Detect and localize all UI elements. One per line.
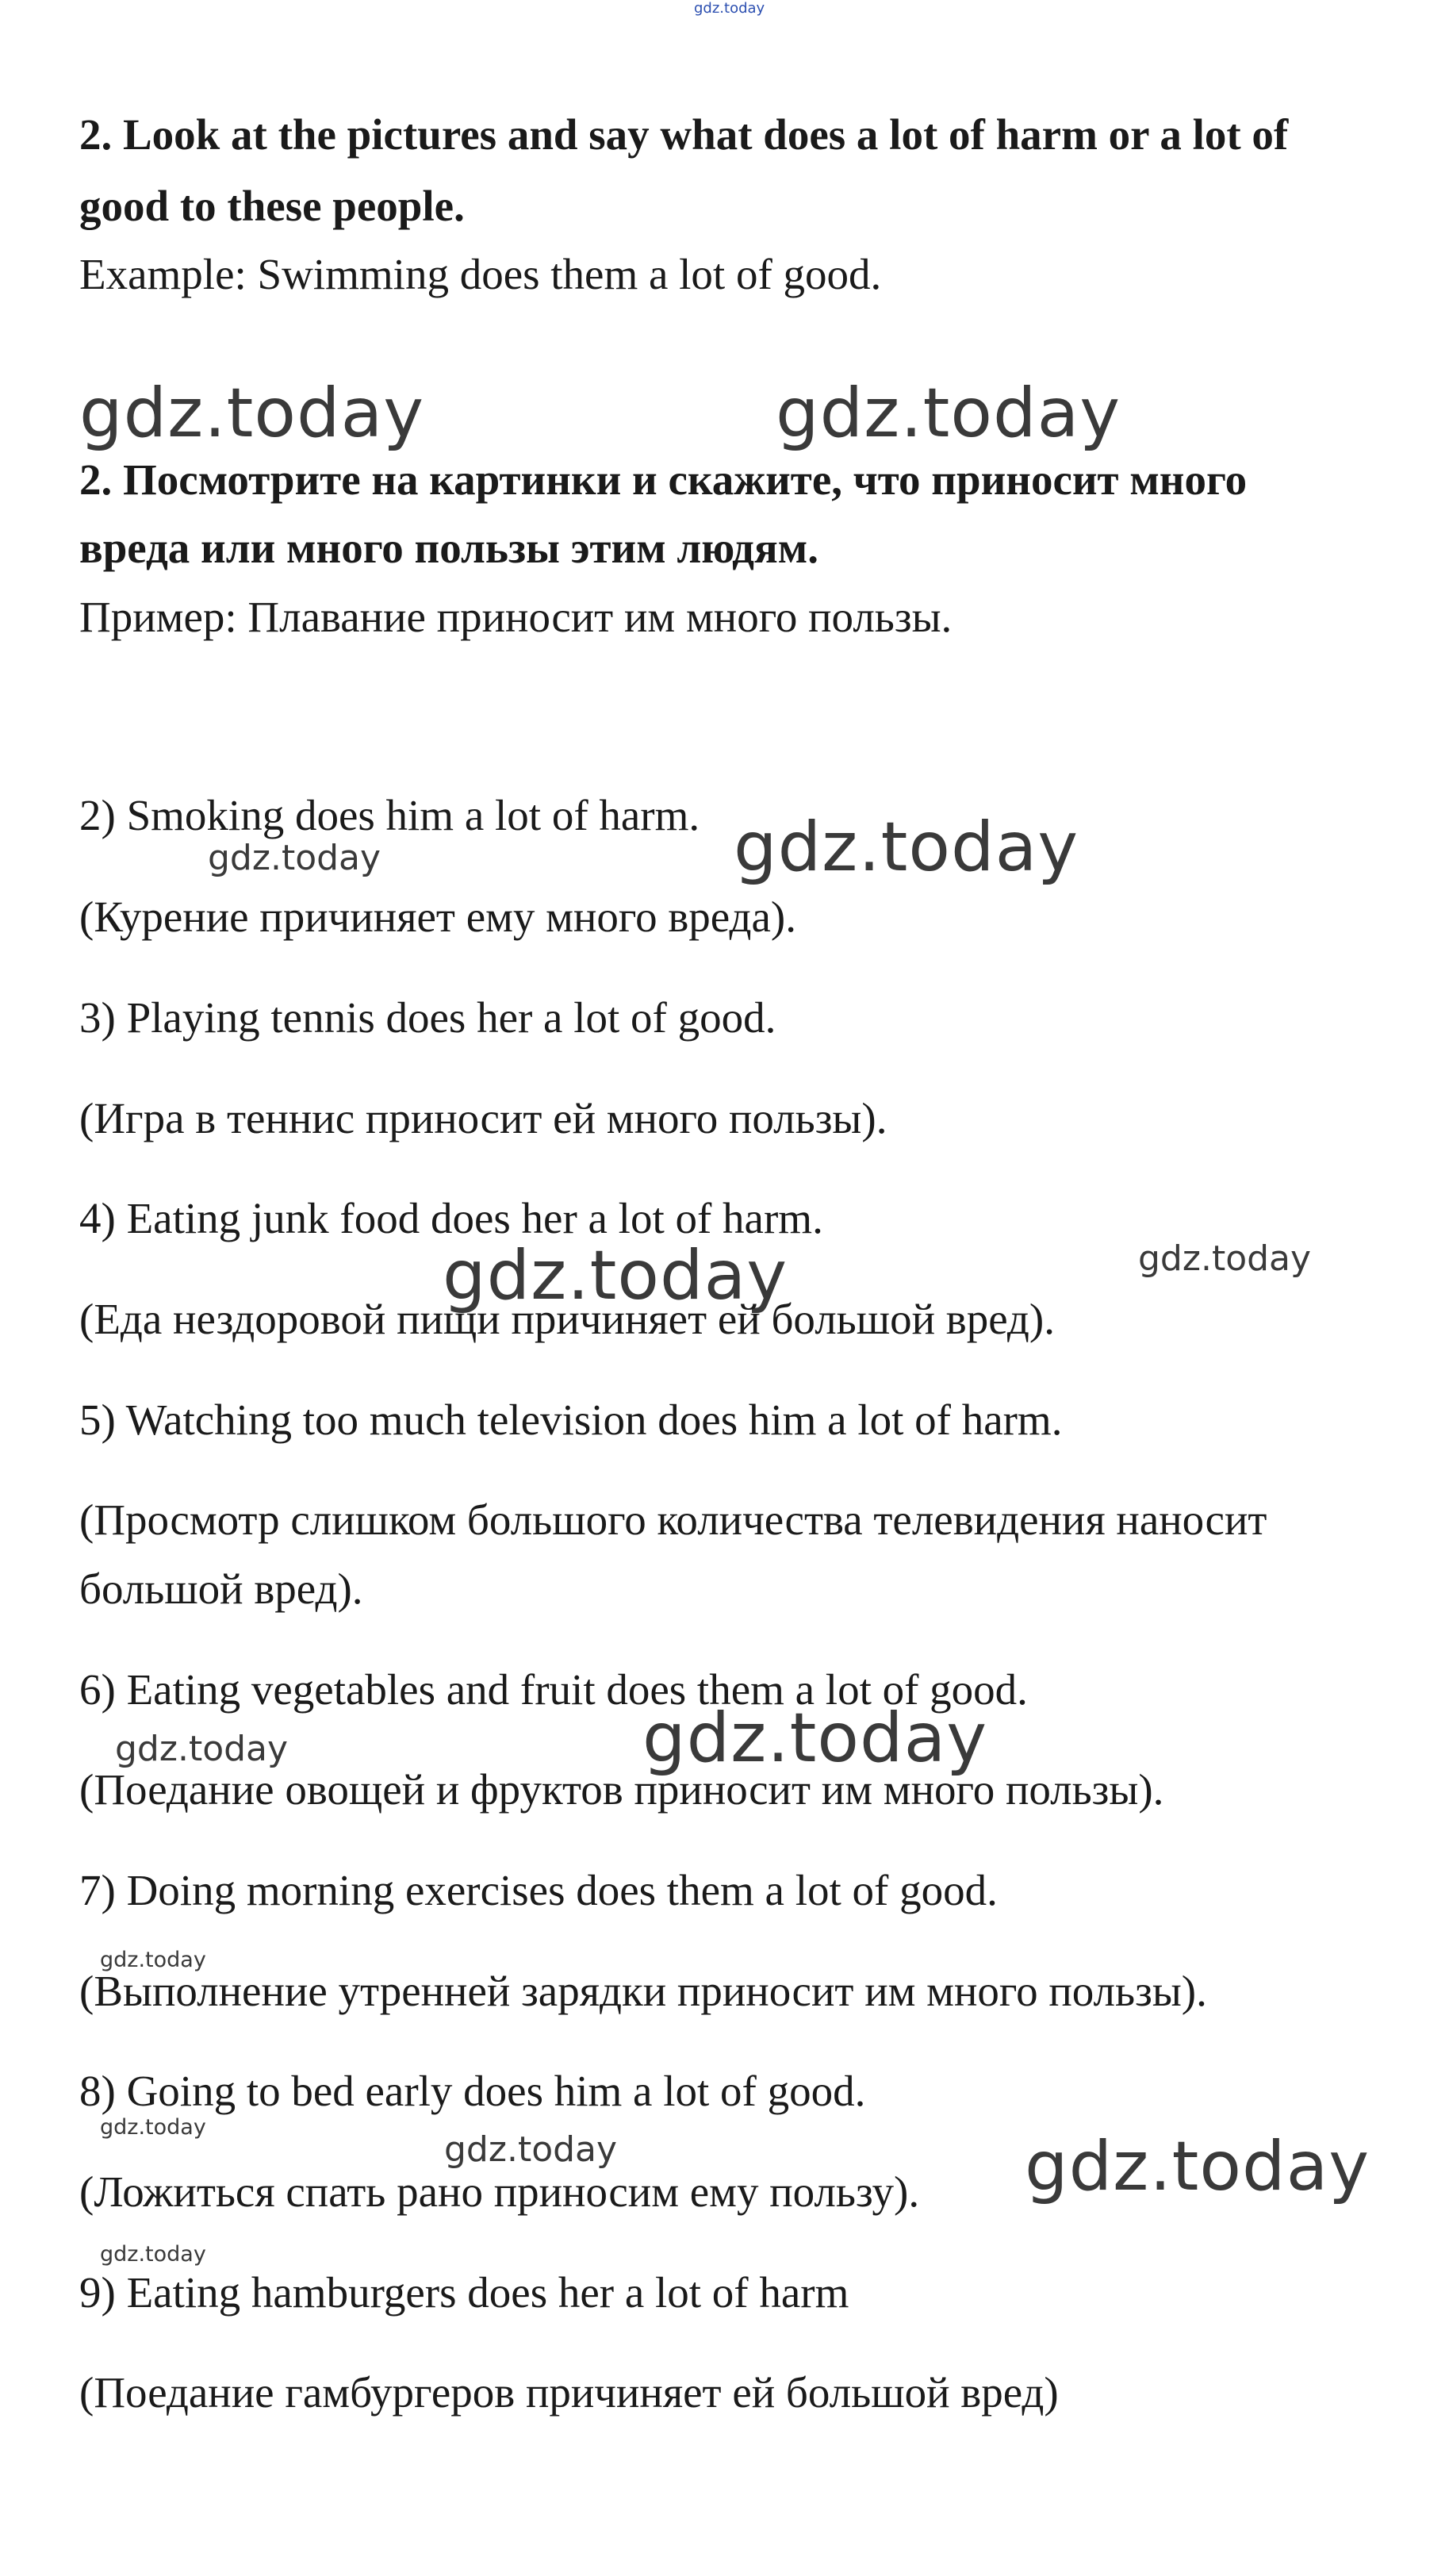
watermark: gdz.today bbox=[694, 0, 765, 17]
answer-3-en: 3) Playing tennis does her a lot of good. bbox=[79, 993, 776, 1042]
answer-8-ru: (Ложиться спать рано приносим ему пользу). bbox=[79, 2167, 920, 2216]
answer-6-en: 6) Eating vegetables and fruit does them a lot of good. bbox=[79, 1665, 1028, 1714]
answer-9-en: 9) Eating hamburgers does her a lot of harm bbox=[79, 2268, 849, 2317]
watermark: gdz.today bbox=[79, 374, 425, 453]
answer-2-ru: (Курение причиняет ему много вреда). bbox=[79, 893, 796, 941]
answer-2-en: 2) Smoking does him a lot of harm. bbox=[79, 791, 700, 839]
watermark: gdz.today bbox=[444, 2129, 618, 2170]
watermark: gdz.today bbox=[100, 2115, 206, 2140]
watermark: gdz.today bbox=[776, 374, 1121, 453]
watermark: gdz.today bbox=[734, 808, 1079, 887]
answer-9-ru: (Поедание гамбургеров причиняет ей большой вред) bbox=[79, 2368, 1059, 2417]
answer-8-en: 8) Going to bed early does him a lot of good. bbox=[79, 2067, 866, 2115]
watermark: gdz.today bbox=[1025, 2127, 1370, 2206]
watermark: gdz.today bbox=[443, 1236, 788, 1315]
task-example-en: Example: Swimming does them a lot of good. bbox=[79, 250, 882, 298]
answer-5-ru-cont: большой вред). bbox=[79, 1564, 363, 1613]
answer-7-ru: (Выполнение утренней зарядки приносит им много пользы). bbox=[79, 1967, 1207, 2015]
answer-7-en: 7) Doing morning exercises does them a lot of good. bbox=[79, 1866, 998, 1914]
watermark: gdz.today bbox=[1138, 1238, 1312, 1279]
task-example-ru: Пример: Плавание приносит им много пользы. bbox=[79, 593, 953, 641]
task-heading-en: 2. Look at the pictures and say what does a lot of harm or a lot of bbox=[79, 110, 1289, 159]
watermark: gdz.today bbox=[100, 1948, 206, 1972]
answer-5-en: 5) Watching too much television does him a lot of harm. bbox=[79, 1395, 1063, 1444]
task-heading-ru-cont: вреда или много пользы этим людям. bbox=[79, 524, 818, 572]
answer-5-ru: (Просмотр слишком большого количества телевидения наносит bbox=[79, 1495, 1267, 1544]
answer-6-ru: (Поедание овощей и фруктов приносит им много пользы). bbox=[79, 1765, 1164, 1814]
answer-4-en: 4) Eating junk food does her a lot of harm. bbox=[79, 1194, 823, 1242]
task-heading-en-cont: good to these people. bbox=[79, 182, 465, 230]
watermark: gdz.today bbox=[115, 1729, 289, 1769]
answer-4-ru: (Еда нездоровой пищи причиняет ей большой вред). bbox=[79, 1295, 1055, 1343]
watermark: gdz.today bbox=[100, 2242, 206, 2267]
watermark: gdz.today bbox=[208, 838, 381, 878]
watermark: gdz.today bbox=[642, 1699, 988, 1778]
answer-3-ru: (Игра в теннис приносит ей много пользы). bbox=[79, 1094, 887, 1142]
task-heading-ru: 2. Посмотрите на картинки и скажите, что приносит много bbox=[79, 455, 1248, 504]
